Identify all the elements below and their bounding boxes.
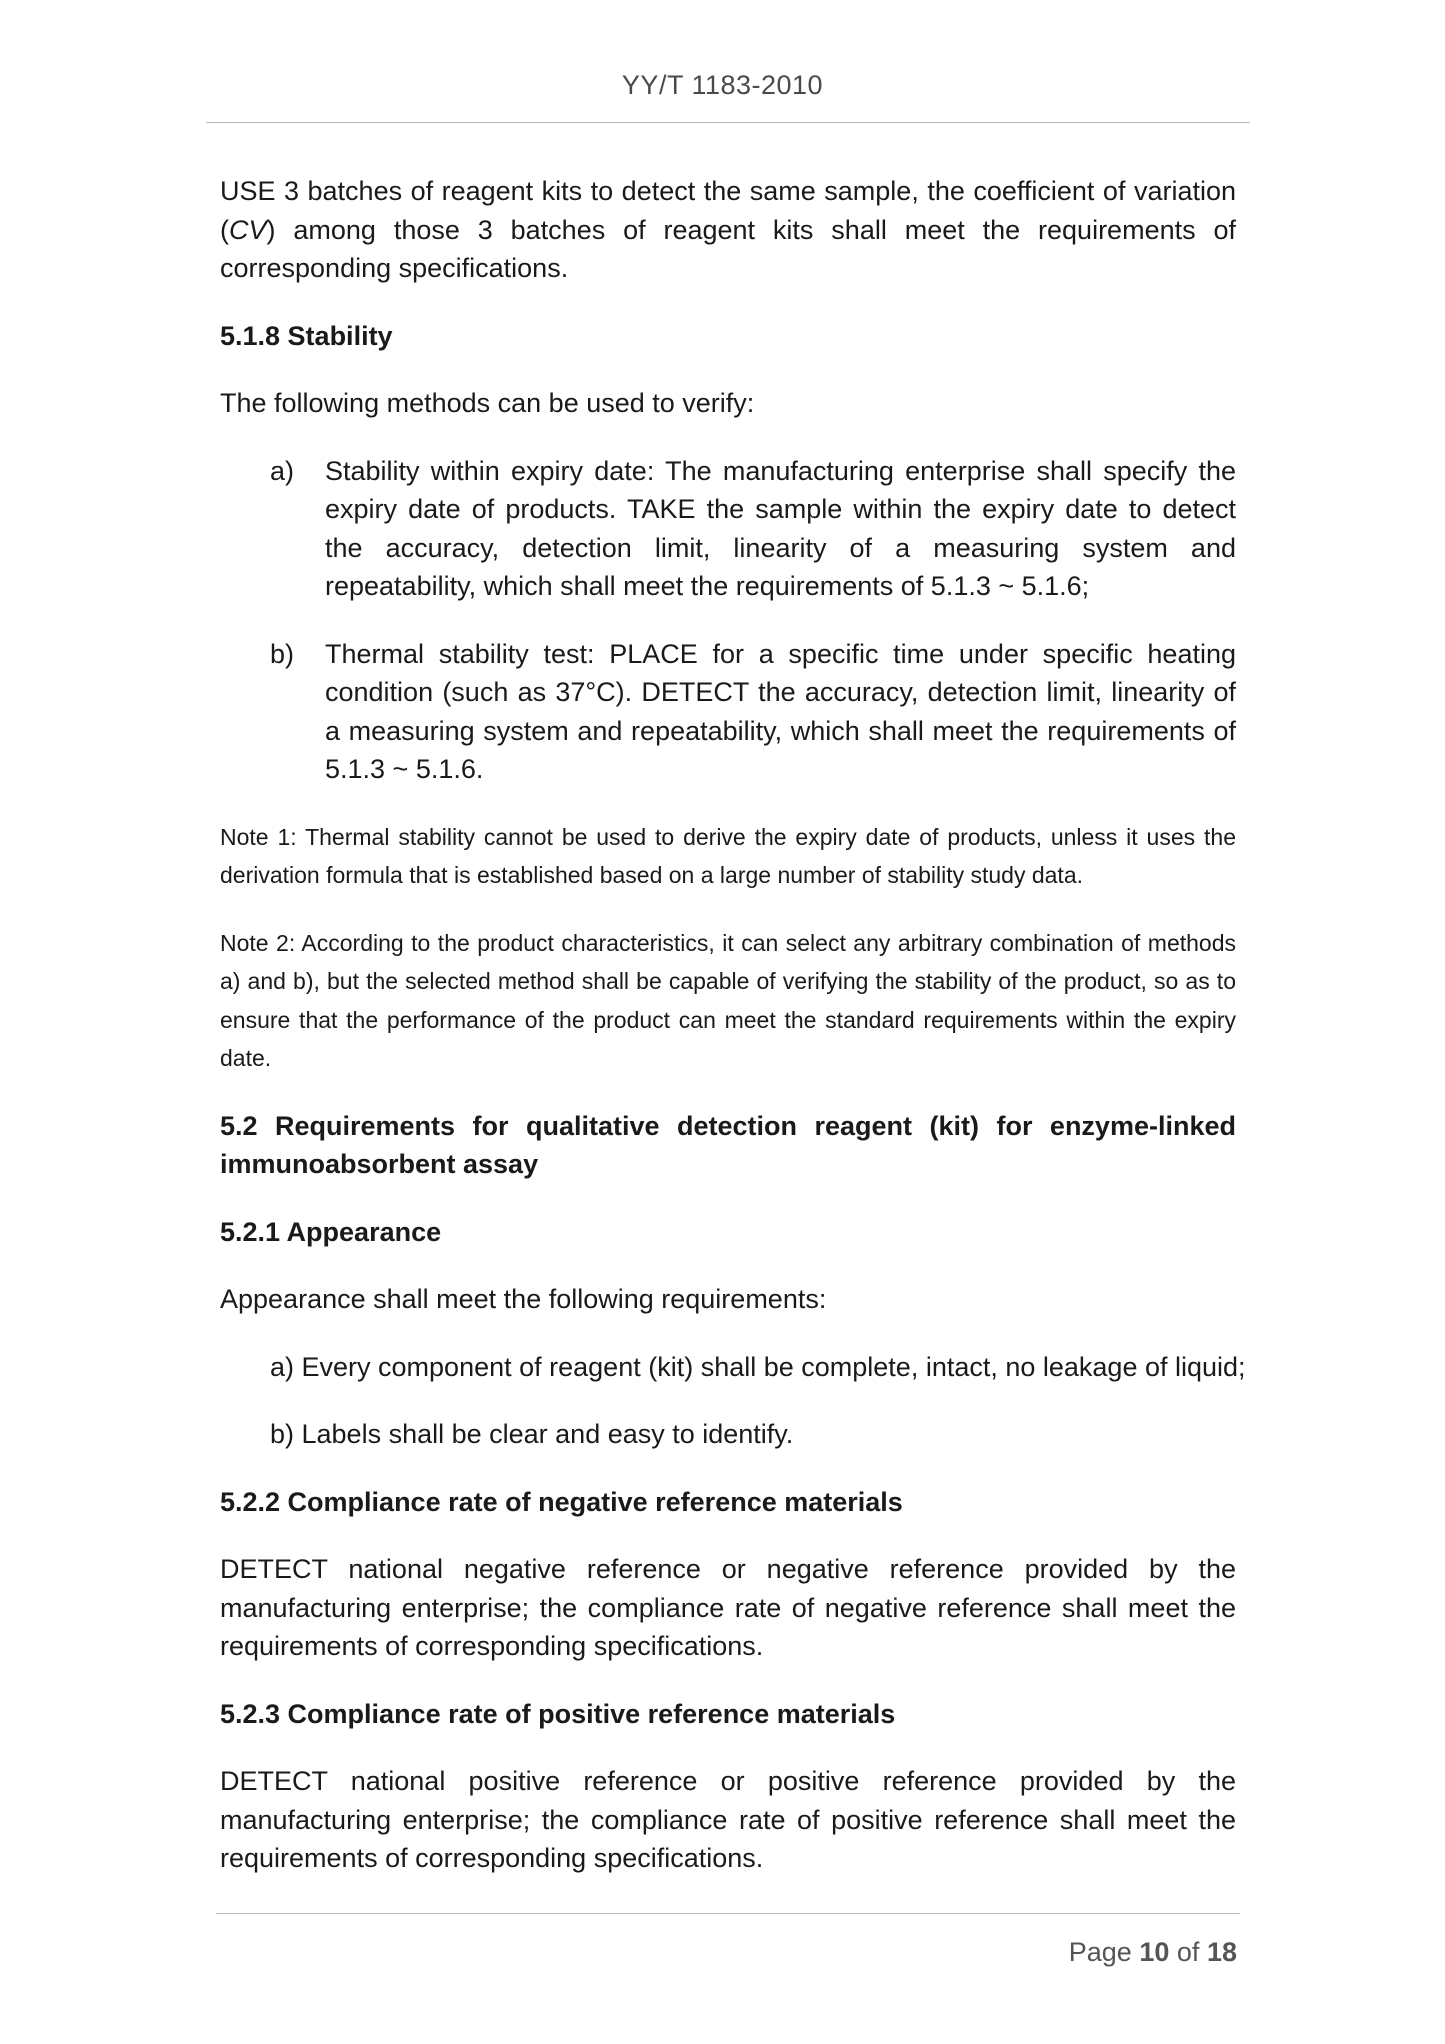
stability-method-a (220, 452, 1236, 606)
intro-text-after: ) among those 3 batches of reagent kits shall meet the requirements of corresponding specifications. (220, 214, 1236, 283)
section-5-2-1-heading: 5.2.1 Appearance (220, 1216, 442, 1247)
page-current: 10 (1139, 1937, 1170, 1967)
intro-text-before: USE 3 batches of reagent kits to detect the same sample, the coefficient of variation ( (220, 176, 1236, 245)
document-id-header: YY/T 1183-2010 (621, 70, 824, 100)
note-2: Note 2: According to the product characteristics, it can select any arbitrary combination of methods a) and b), but the selected method shall be capable of verifying the stability of the product, so as to ensure that the performance of the product can meet the standard requirements within the expiry date. (220, 929, 1236, 1071)
stability-method-b (220, 635, 1236, 789)
section-5-2-2-text: DETECT national negative reference or negative reference provided by the manufacturing enterprise; the compliance rate of negative reference shall meet the requirements of corresponding specifications. (220, 1554, 1236, 1661)
section-5-2-heading: 5.2 Requirements for qualitative detection reagent (kit) for enzyme-linked immunoabsorbent assay (220, 1110, 1236, 1179)
of-word: of (1176, 1937, 1200, 1967)
note-1: Note 1: Thermal stability cannot be used to derive the expiry date of products, unless it uses the derivation formula that is established based on a large number of stability study data. (220, 823, 1236, 888)
header-divider (206, 122, 1250, 123)
list-marker-b: b) (270, 638, 295, 669)
page-number (1069, 1937, 1237, 1968)
appearance-item-a: a) Every component of reagent (kit) shall be complete, intact, no leakage of liquid; (270, 1351, 1246, 1382)
stability-method-b-text: Thermal stability test: PLACE for a specific time under specific heating condition (such as 37°C). DETECT the accuracy, detection limit, linearity of a measuring system and repeatability, which shall meet the requirements of 5.1.3 ~ 5.1.6. (325, 638, 1236, 784)
section-5-2-2-heading: 5.2.2 Compliance rate of negative reference materials (220, 1486, 903, 1517)
page-content (220, 172, 1246, 1907)
appearance-item-b: b) Labels shall be clear and easy to identify. (270, 1419, 794, 1449)
list-marker-a: a) (270, 455, 295, 486)
section-5-1-8-heading: 5.1.8 Stability (220, 320, 393, 351)
section-5-2-3-text: DETECT national positive reference or positive reference provided by the manufacturing enterprise; the compliance rate of positive reference shall meet the requirements of corresponding specifications. (220, 1766, 1236, 1873)
page-word: Page (1068, 1937, 1132, 1967)
cv-term: CV (229, 214, 267, 245)
intro-paragraph (220, 172, 1236, 288)
section-5-1-8-lead: The following methods can be used to verify: (220, 388, 755, 418)
section-5-2-3-heading: 5.2.3 Compliance rate of positive reference materials (220, 1698, 896, 1729)
section-5-2-1-lead: Appearance shall meet the following requirements: (220, 1284, 827, 1314)
stability-method-a-text: Stability within expiry date: The manufacturing enterprise shall specify the expiry date of products. TAKE the sample within the expiry date to detect the accuracy, detection limit, linearity of a measuring system and repeatability, which shall meet the requirements of 5.1.3 ~ 5.1.6; (325, 455, 1236, 601)
footer-divider (216, 1913, 1240, 1914)
page-total: 18 (1206, 1937, 1237, 1967)
